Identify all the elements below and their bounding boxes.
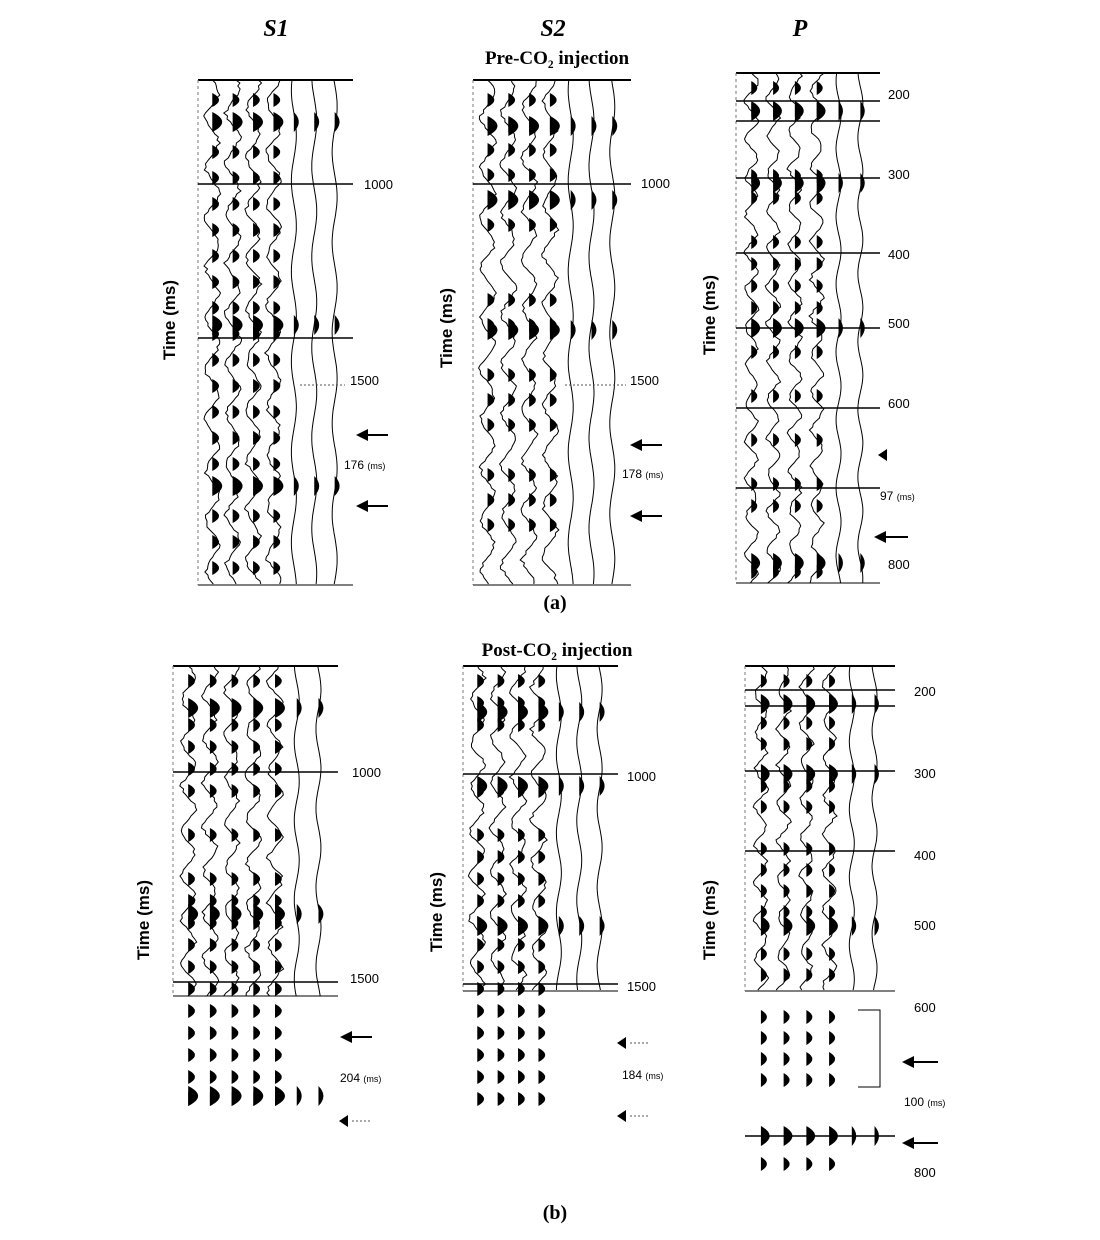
tick-label: 400 — [914, 848, 936, 863]
tick-label: 300 — [914, 766, 936, 781]
tick-label: 600 — [888, 396, 910, 411]
column-header-p: P — [792, 16, 808, 42]
delay-annotation-post-p: 100 (ms) — [904, 1095, 946, 1109]
tick-label: 1000 — [352, 765, 381, 780]
subfigure-label-a: (a) — [543, 592, 567, 614]
tick-label: 1500 — [350, 971, 379, 986]
arrow-icon — [630, 439, 662, 451]
ylabel-post-p: Time (ms) — [700, 880, 719, 960]
arrow-icon — [902, 1137, 938, 1149]
ylabel-post-s2: Time (ms) — [427, 872, 446, 952]
tick-label: 800 — [888, 557, 910, 572]
delay-annotation-pre-p: 97 (ms) — [880, 489, 915, 503]
column-header-s1: S1 — [263, 16, 289, 42]
marker-icon — [617, 1110, 626, 1122]
tick-label: 200 — [888, 87, 910, 102]
tick-label: 800 — [914, 1165, 936, 1180]
marker-icon — [339, 1115, 348, 1127]
ylabel-pre-s1: Time (ms) — [160, 280, 179, 360]
arrow-icon — [340, 1031, 372, 1043]
tick-label: 500 — [914, 918, 936, 933]
arrow-icon — [356, 429, 388, 441]
ylabel-pre-s2: Time (ms) — [437, 288, 456, 368]
delay-bracket-line — [858, 1010, 880, 1087]
arrow-icon — [874, 531, 908, 543]
ylabel-pre-p: Time (ms) — [700, 275, 719, 355]
tick-label: 400 — [888, 247, 910, 262]
delay-annotation-pre-s1: 176 (ms) — [344, 458, 386, 472]
tick-label: 1500 — [630, 373, 659, 388]
pre-injection-title: Pre-CO₂ injection — [484, 48, 630, 69]
arrow-icon — [902, 1056, 938, 1068]
tick-label: 600 — [914, 1000, 936, 1015]
marker-icon — [878, 449, 887, 461]
delay-annotation-post-s1: 204 (ms) — [340, 1071, 382, 1085]
ylabel-post-s1: Time (ms) — [134, 880, 153, 960]
delay-annotation-pre-s2: 178 (ms) — [622, 467, 664, 481]
tick-label: 1000 — [641, 176, 670, 191]
tick-label: 500 — [888, 316, 910, 331]
tick-label: 1000 — [364, 177, 393, 192]
post-injection-title: Post-CO₂ injection — [481, 640, 633, 661]
tick-label: 300 — [888, 167, 910, 182]
arrow-icon — [356, 500, 388, 512]
marker-icon — [617, 1037, 626, 1049]
arrow-icon — [630, 510, 662, 522]
tick-label: 1000 — [627, 769, 656, 784]
tick-label: 1500 — [627, 979, 656, 994]
delay-annotation-post-s2: 184 (ms) — [622, 1068, 664, 1082]
column-header-s2: S2 — [540, 16, 566, 42]
subfigure-label-b: (b) — [542, 1202, 568, 1224]
tick-label: 1500 — [350, 373, 379, 388]
tick-label: 200 — [914, 684, 936, 699]
